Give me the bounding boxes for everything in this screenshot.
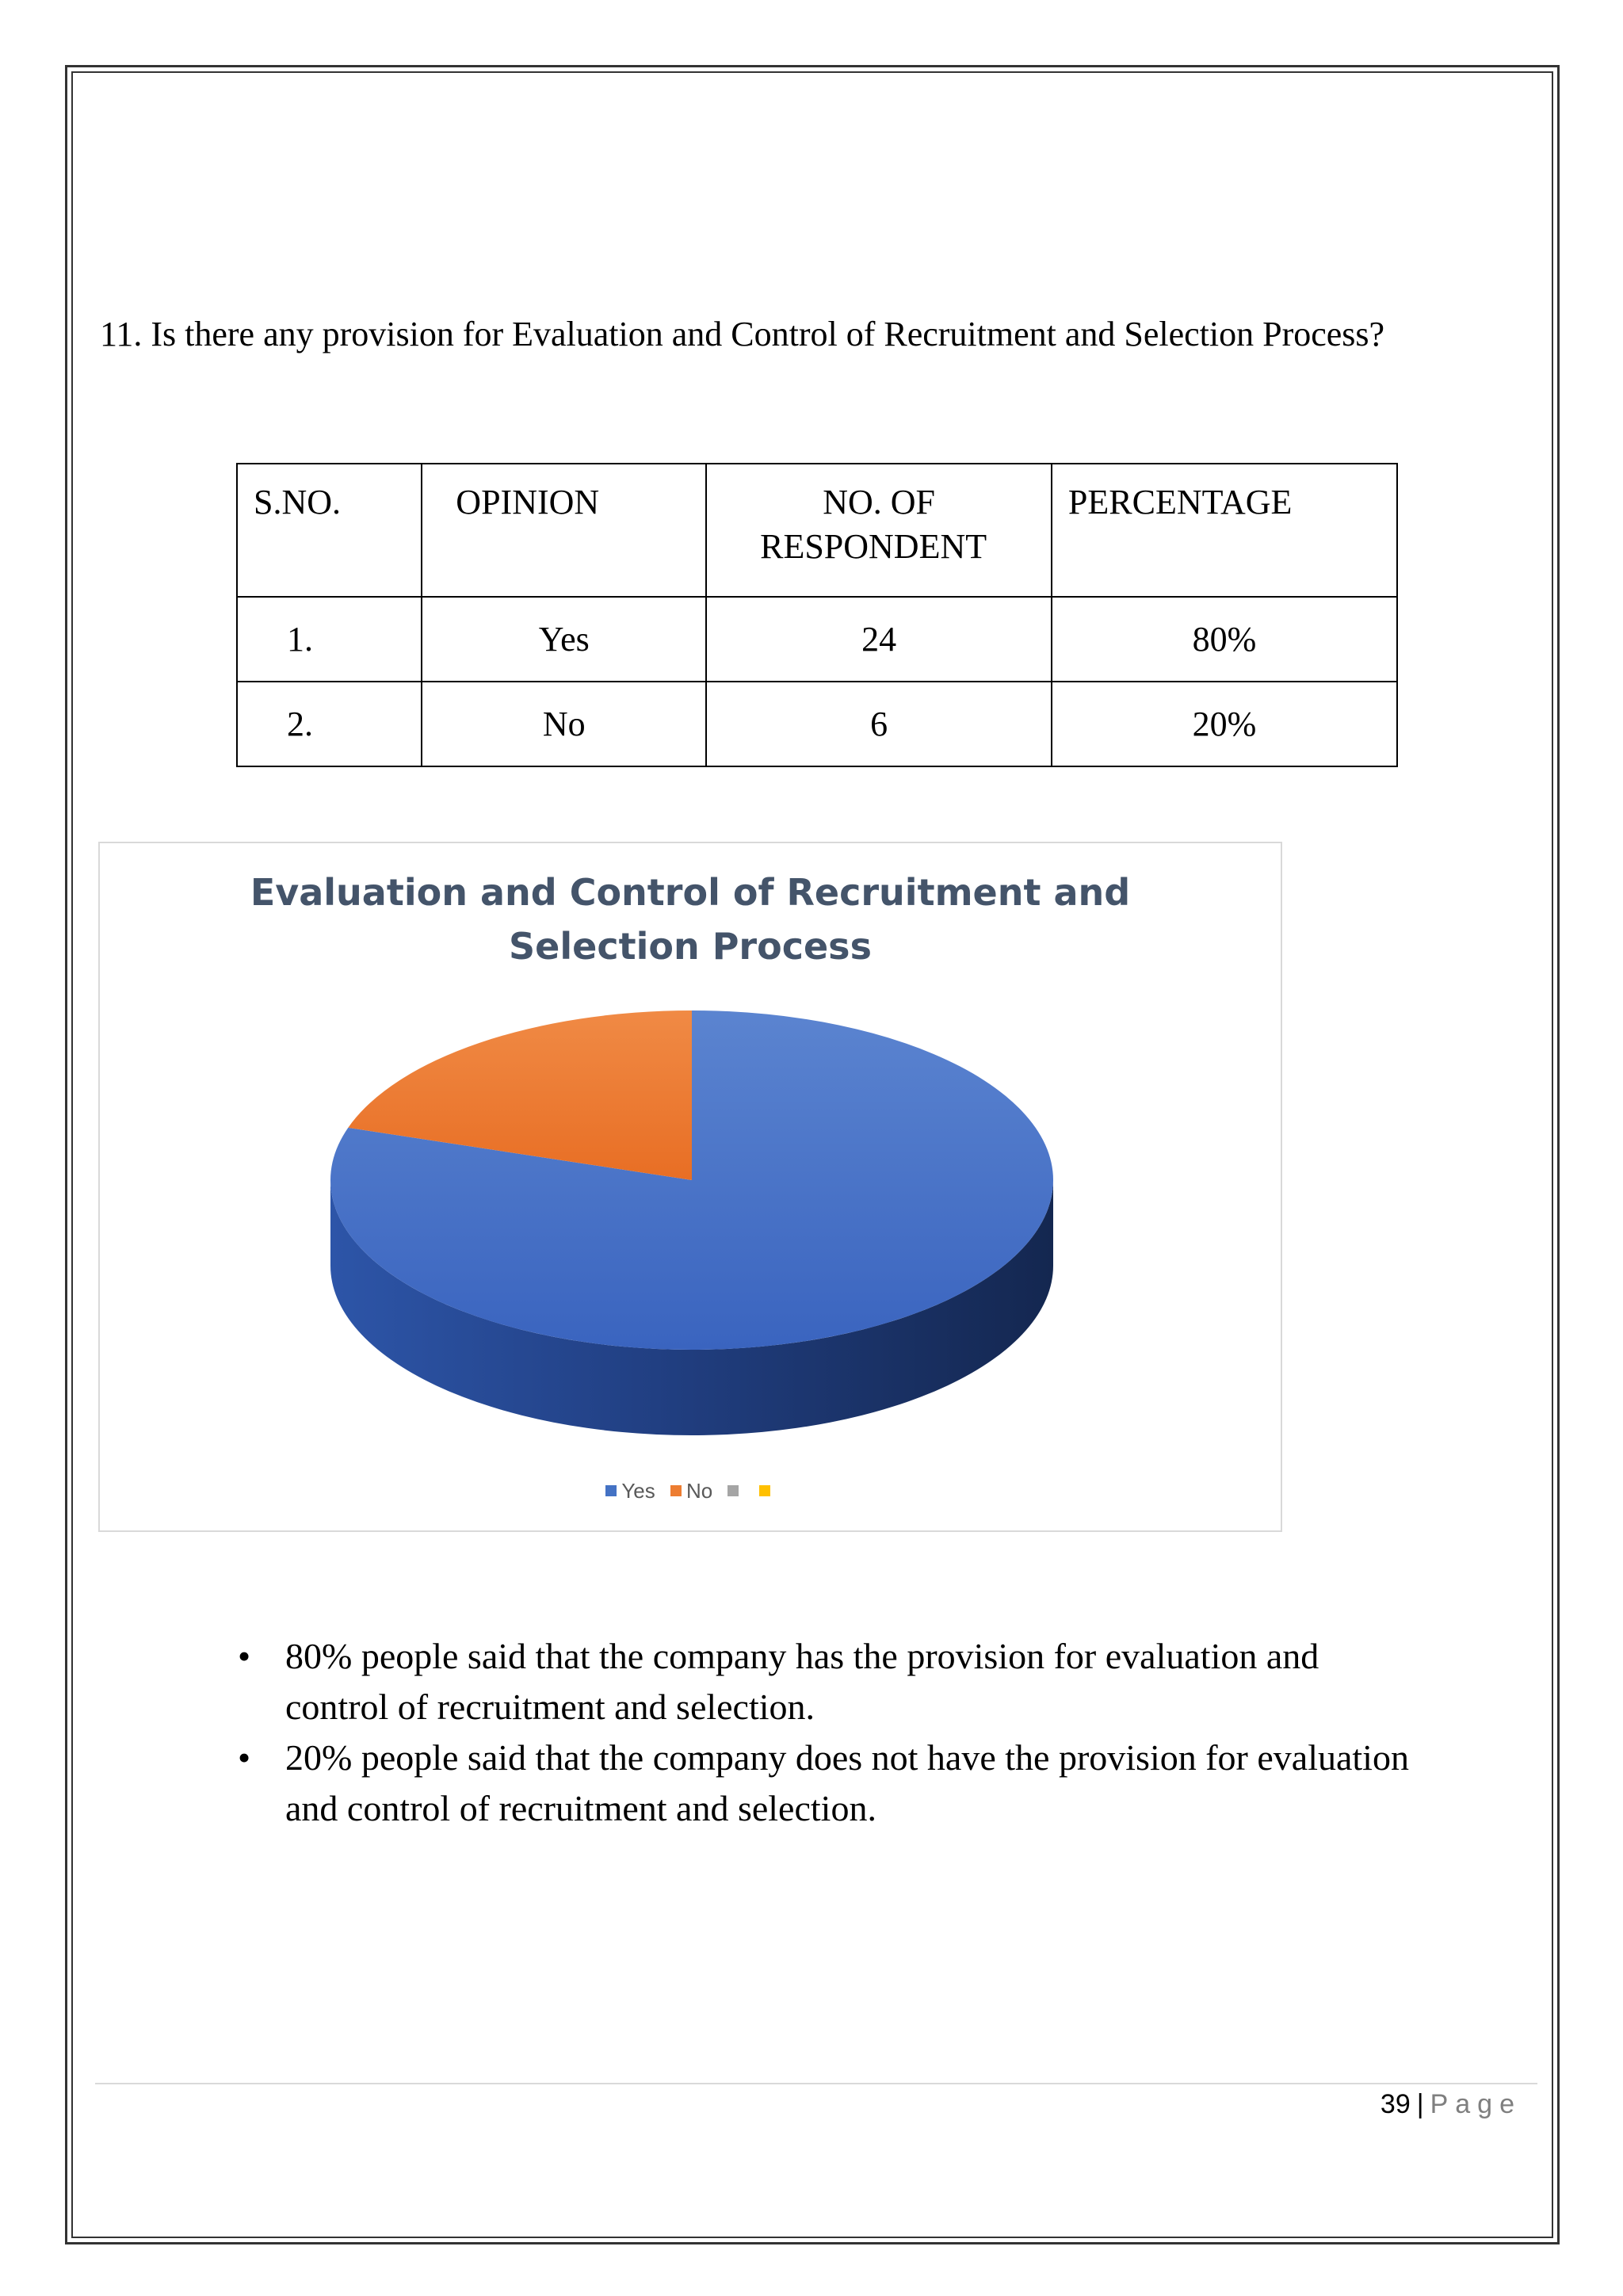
cell-opinion: Yes [422, 597, 706, 682]
cell-respondents: 24 [706, 597, 1052, 682]
header-sno: S.NO. [237, 464, 422, 597]
pie-chart-svg [100, 843, 1284, 1534]
cell-opinion: No [422, 682, 706, 766]
legend-item-yes [605, 1479, 655, 1503]
footer-divider [95, 2083, 1537, 2084]
legend-swatch-gray [727, 1485, 739, 1496]
header-respondents-line1: NO. OF [823, 483, 936, 521]
page-number: 39 [1380, 2089, 1411, 2119]
header-respondents-line2: RESPONDENT [760, 527, 987, 566]
footer-separator: | [1416, 2089, 1424, 2119]
header-percentage: PERCENTAGE [1052, 464, 1397, 597]
chart-legend [100, 1477, 1281, 1503]
cell-percentage: 80% [1052, 597, 1397, 682]
header-respondents [706, 464, 1052, 597]
legend-item-yellow [759, 1485, 775, 1496]
finding-text: 80% people said that the company has the provision for evaluation and control of recruitment and selection. [285, 1636, 1319, 1727]
question-heading: 11. Is there any provision for Evaluation and Control of Recruitment and Selection Process? [100, 315, 1385, 353]
bullet-icon: • [238, 1636, 251, 1676]
table-row [237, 597, 1397, 682]
legend-swatch-no [670, 1485, 682, 1496]
chart-title-line2: Selection Process [509, 925, 872, 968]
header-opinion: OPINION [422, 464, 706, 597]
table-row [237, 682, 1397, 766]
bullet-icon: • [238, 1737, 251, 1778]
survey-table [236, 463, 1398, 767]
finding-item [238, 1631, 1426, 1733]
legend-label-no: No [685, 1478, 713, 1503]
findings-list [238, 1631, 1426, 1834]
legend-label-yes: Yes [621, 1478, 655, 1503]
legend-swatch-yellow [759, 1485, 770, 1496]
finding-item [238, 1733, 1426, 1834]
page-label: Page [1430, 2089, 1522, 2119]
chart-title-line1: Evaluation and Control of Recruitment and [250, 871, 1131, 914]
cell-sno: 1. [237, 597, 422, 682]
pie-chart [98, 842, 1282, 1532]
page-footer [1381, 2089, 1522, 2120]
legend-swatch-yes [605, 1485, 617, 1496]
table-header-row [237, 464, 1397, 597]
legend-item-gray [727, 1485, 743, 1496]
cell-percentage: 20% [1052, 682, 1397, 766]
legend-item-no [670, 1479, 712, 1503]
finding-text: 20% people said that the company does not have the provision for evaluation and control of recruitment and selection. [285, 1737, 1409, 1828]
cell-respondents: 6 [706, 682, 1052, 766]
cell-sno: 2. [237, 682, 422, 766]
